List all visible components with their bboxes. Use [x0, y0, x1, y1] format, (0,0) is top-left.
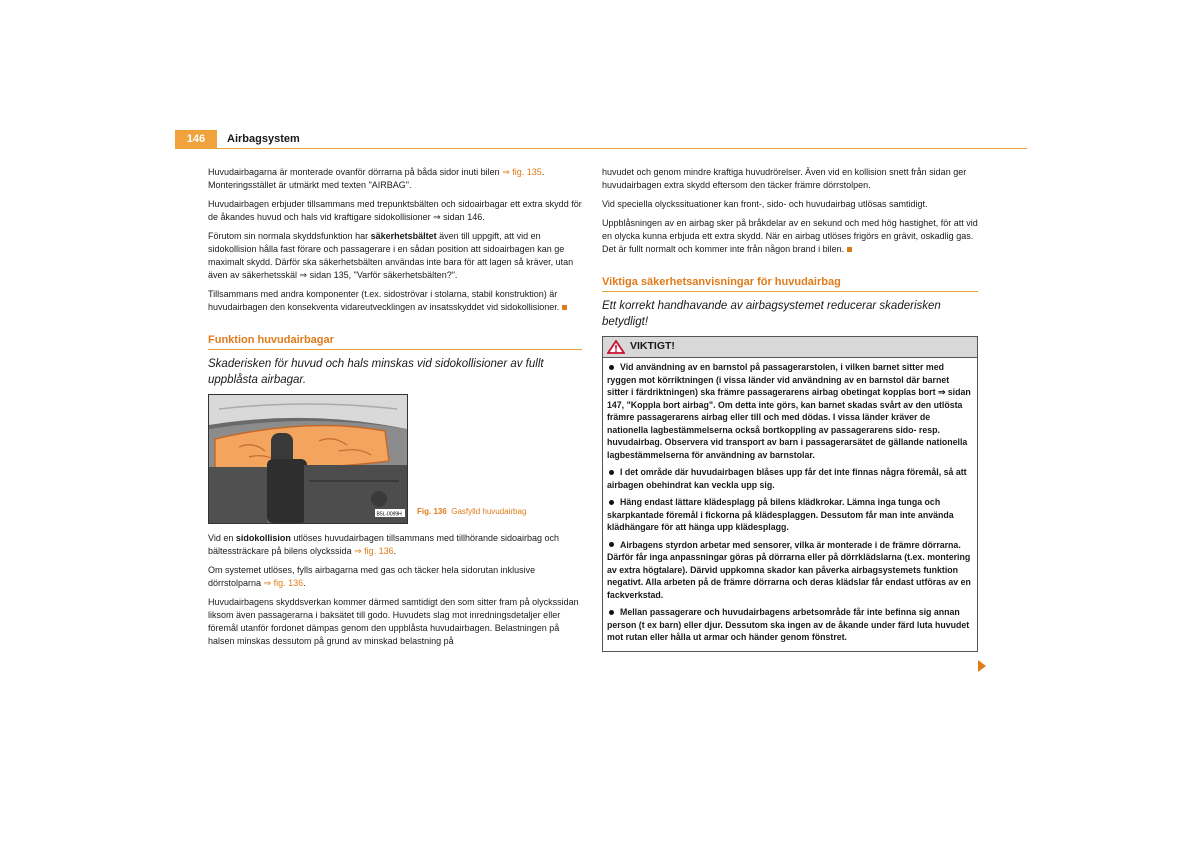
paragraph: Förutom sin normala skyddsfunktion har säkerhetsbältet även till uppgift, att vid en sidokollision hålla fast förare och passagerare i en sådan position att sidoairbagen kan ge maximalt skydd. Därför ska säkerhetsbälten användas inte bara för att lagen så kräver, utan även av säkerhetsskäl ⇒ sidan 135, "Varför säkerhetsbälten?". — [208, 231, 574, 280]
paragraph: Uppblåsningen av en airbag sker på bråkdelar av en sekund och med hög hastighet, för att vid en olycka kunna erbjuda ett extra skydd. När en airbag utlöses frigörs en grävit, oskadlig gas. Det är fullt normalt och kommer inte från någon brand i bilen. — [602, 218, 978, 254]
paragraph: Huvudairbagen erbjuder tillsammans med trepunktsbälten och sidoairbagar ett extra skydd för de åkandes huvud och hals vid kraftigare sidokollisioner ⇒ sidan 146. — [208, 199, 582, 222]
figure-caption: Fig. 136 Gasfylld huvudairbag — [417, 507, 527, 516]
warning-icon — [607, 340, 625, 358]
bullet-icon — [609, 542, 614, 547]
left-column — [208, 166, 582, 654]
paragraph: Vid speciella olyckssituationer kan front-, sido- och huvudairbag utlösas samtidigt. — [602, 199, 928, 209]
bullet-icon — [609, 500, 614, 505]
bullet-icon — [609, 470, 614, 475]
end-mark-icon — [562, 305, 567, 310]
warning-title: VIKTIGT! — [630, 340, 675, 352]
section-heading: Funktion huvudairbagar — [208, 334, 582, 350]
warning-body — [603, 358, 977, 651]
warning-item: Häng endast lättare klädesplagg på bilens klädkrokar. Lämna inga tunga och skarpkantade föremål i fickorna på klädesplaggen. Dessutom får man inte använda klädhängare för att hänga upp klädesplagg. — [607, 497, 954, 532]
warning-item: I det område där huvudairbagen blåses upp får det inte finnas några föremål, så att airbagen obehindrat kan veckla upp sig. — [607, 467, 967, 490]
lead-text: Skaderisken för huvud och hals minskas vid sidokollisioner av fullt uppblåsta airbagar. — [208, 358, 544, 386]
paragraph: Huvudairbagens skyddsverkan kommer därmed samtidigt den som sitter fram på olyckssidan liksom även passagerarna i baksätet till godo. Huvudets slag mot inredningsdetaljer eller föremål utanför fordonet dämpas genom den uppblåsta huvudairbagen. Belastningen på halsen minskas dessutom på grund av minskad belastning på — [208, 597, 579, 646]
section-heading: Viktiga säkerhetsanvisningar för huvudairbag — [602, 276, 978, 292]
figure-row — [208, 394, 582, 522]
page-header — [175, 130, 1027, 149]
right-column — [602, 166, 978, 652]
warning-item: Vid användning av en barnstol på passagerarstolen, i vilken barnet sitter med ryggen mot körriktningen (i vissa länder vid användning av en barnstol där barnet sitter i färdriktningen) ska främre passagerarens airbag obetingat kopplas bort ⇒ sidan 147, "Koppla bort airbag". Om detta inte görs, kan barnet skadas svårt av den utlösta främre passagerarens airbag eller till och med dödas. I vissa länder kräver de nationella lagbestämmelserna också bortkoppling av passagerarens sido- resp. huvudairbag. Observera vid transport av barn i passagerarsätet de gällande nationella lagbestämmelserna för användning av barnstolar. — [607, 362, 971, 460]
page-number: 146 — [175, 130, 217, 148]
paragraph: Om systemet utlöses, fylls airbagarna med gas och täcker hela sidorutan inklusive dörrstolparna ⇒ fig. 136. — [208, 565, 536, 588]
warning-header — [603, 337, 977, 358]
paragraph: Huvudairbagarna är monterade ovanför dörrarna på båda sidor inuti bilen ⇒ fig. 135. Monteringsstället är utmärkt med texten "AIRBAG". — [208, 167, 545, 190]
figure-link[interactable]: ⇒ fig. 135 — [502, 167, 542, 177]
paragraph: Vid en sidokollision utlöses huvudairbagen tillsammans med tillhörande sidoairbag och bältessträckare på bilens olyckssida ⇒ fig. 136. — [208, 533, 560, 556]
warning-box — [602, 336, 978, 652]
warning-item: Airbagens styrdon arbetar med sensorer, vilka är monterade i de främre dörrarna. Därför får inga anpassningar göras på dörrarna eller på dörrklädslarna (t.ex. montering av extra högtalare). Därvid uppkomna skador kan påverka airbagsystemets funktion negativt. Alla arbeten på de främre dörrarna och deras klädslar får endast utföras av en fackverkstad. — [607, 539, 971, 600]
figure-link[interactable]: ⇒ fig. 136 — [263, 578, 304, 588]
airbag-figure — [208, 394, 408, 524]
section-title: Airbagsystem — [227, 133, 300, 145]
bullet-icon — [609, 365, 614, 370]
lead-text: Ett korrekt handhavande av airbagsystemet reducerar skaderisken betydligt! — [602, 300, 941, 328]
paragraph: huvudet och genom mindre kraftiga huvudrörelser. Även vid en kollision snett från sidan ger huvudairbagen extra skydd eftersom den täcker främre dörrstolpen. — [602, 167, 967, 190]
figure-code: B5L-0099H — [376, 511, 402, 518]
bullet-icon — [609, 610, 614, 615]
paragraph: Tillsammans med andra komponenter (t.ex. sidoströvar i stolarna, stabil konstruktion) är huvudairbagen den konsekventa vidareutvecklingen av insatsskyddet vid sidokollisioner. — [208, 288, 582, 314]
end-mark-icon — [847, 247, 852, 252]
figure-link[interactable]: ⇒ fig. 136 — [354, 546, 394, 556]
continue-arrow-icon — [978, 660, 986, 672]
warning-item: Mellan passagerare och huvudairbagens arbetsområde får inte befinna sig annan person (t ex barn) eller djur. Dessutom ska ingen av de åkande under färd luta huvudet mot rutan eller hålla ut armar och händer genom fönstret. — [607, 607, 970, 642]
